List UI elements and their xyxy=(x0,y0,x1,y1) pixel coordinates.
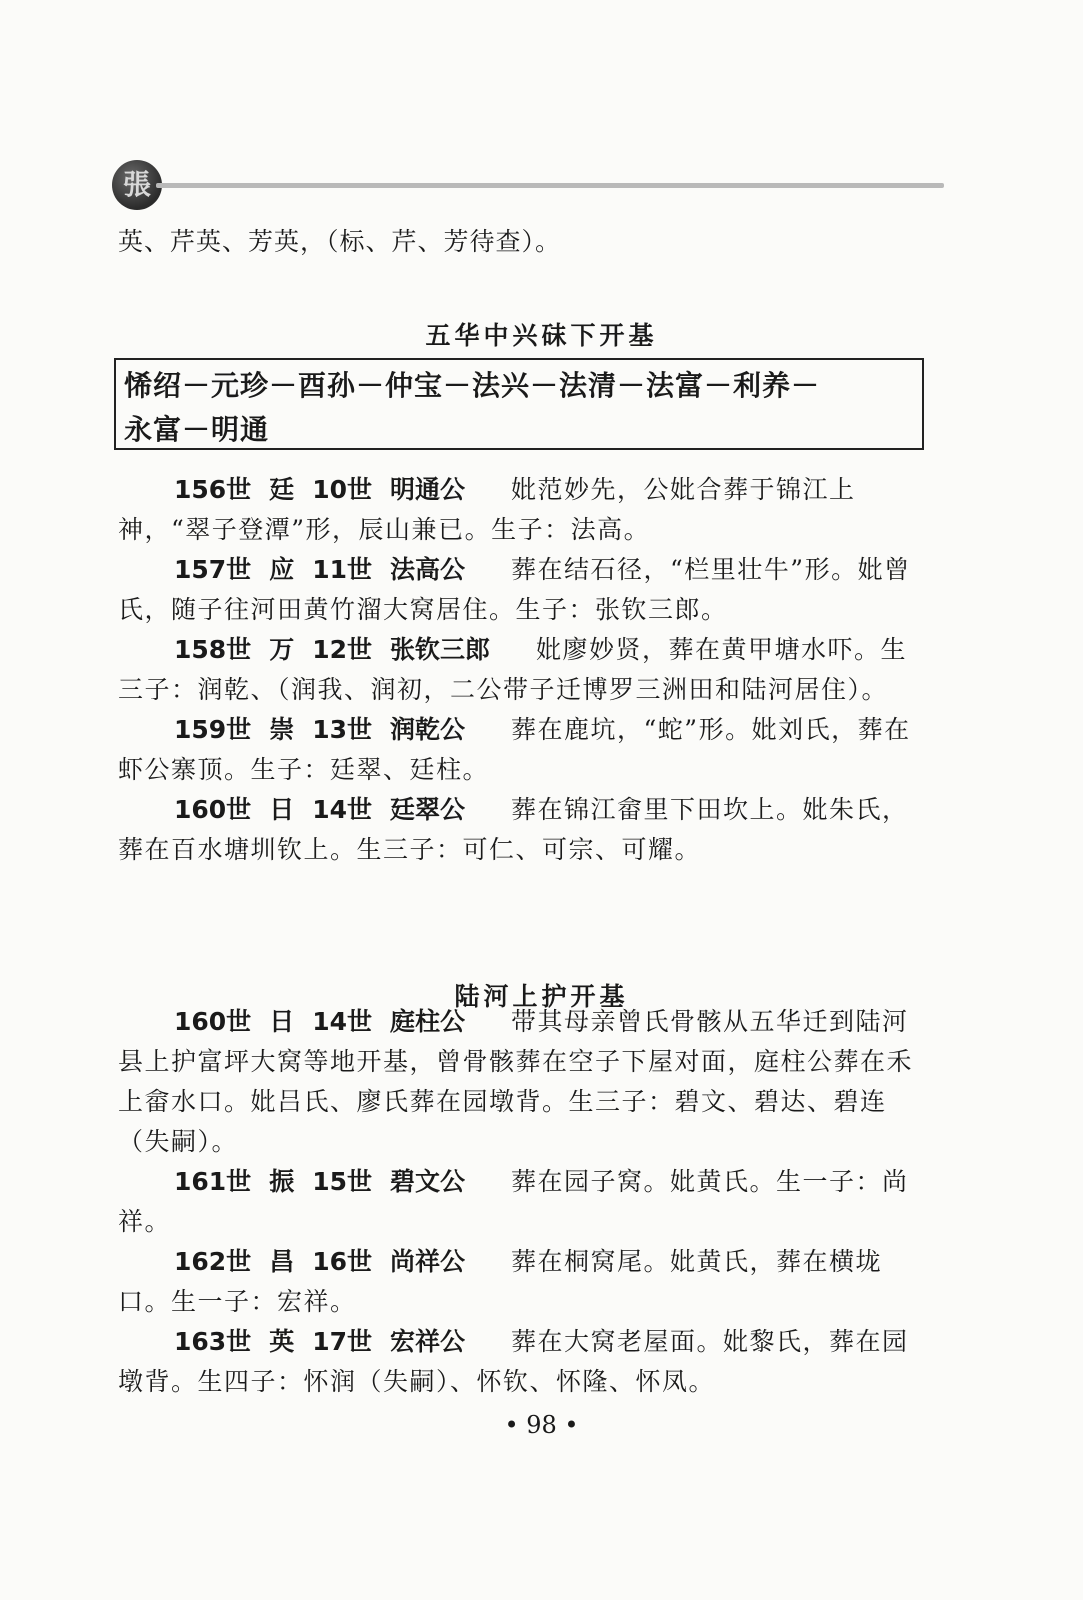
genealogy-entry xyxy=(118,1242,930,1322)
generation-number: 156世 xyxy=(174,475,252,504)
genealogy-entry xyxy=(118,470,930,550)
generation-char: 英 xyxy=(269,1327,295,1356)
generation-char: 崇 xyxy=(269,715,295,744)
generation-number: 162世 xyxy=(174,1247,252,1276)
entry-text: 妣廖妙贤，葬在黄甲塘水吓。生三子：润乾、（润我、润初，二公带子迁博罗三洲田和陆河居住）。 xyxy=(118,635,908,704)
generation-char: 日 xyxy=(269,795,295,824)
local-generation: 15世 xyxy=(312,1167,372,1196)
ancestor-name: 碧文公 xyxy=(390,1167,466,1196)
ancestor-name: 明通公 xyxy=(390,475,466,504)
ancestor-name: 宏祥公 xyxy=(390,1327,466,1356)
ancestor-name: 张钦三郎 xyxy=(390,635,491,664)
genealogy-entry xyxy=(118,630,930,710)
page-number: • 98 • xyxy=(504,1411,579,1439)
zhang-logo-icon: 張 xyxy=(112,160,162,210)
local-generation: 14世 xyxy=(312,795,372,824)
generation-number: 158世 xyxy=(174,635,252,664)
generation-char: 昌 xyxy=(269,1247,295,1276)
page-header xyxy=(112,160,944,210)
generation-char: 万 xyxy=(269,635,295,664)
ancestor-name: 法高公 xyxy=(390,555,466,584)
generation-char: 廷 xyxy=(269,475,295,504)
entry-text: 妣范妙先，公妣合葬于锦江上神，“翠子登潭”形，辰山兼已。生子：法高。 xyxy=(118,475,856,544)
generation-number: 163世 xyxy=(174,1327,252,1356)
entry-text: 葬在结石径，“栏里壮牛”形。妣曾氏，随子往河田黄竹溜大窝居住。生子：张钦三郎。 xyxy=(118,555,911,624)
entry-text: 葬在园子窝。妣黄氏。生一子：尚祥。 xyxy=(118,1167,909,1236)
entry-text: 葬在大窝老屋面。妣黎氏，葬在园墩背。生四子：怀润（失嗣）、怀钦、怀隆、怀凤。 xyxy=(118,1327,909,1396)
generation-char: 日 xyxy=(269,1007,295,1036)
genealogy-entry xyxy=(118,710,930,790)
section-2-entries xyxy=(118,1002,930,1402)
generation-char: 应 xyxy=(269,555,295,584)
continuation-text: 英、芹英、芳英，（标、芹、芳待查）。 xyxy=(118,227,562,256)
local-generation: 14世 xyxy=(312,1007,372,1036)
section-title-1: 五华中兴砞下开基 xyxy=(425,321,658,350)
local-generation: 16世 xyxy=(312,1247,372,1276)
ancestor-name: 廷翠公 xyxy=(390,795,466,824)
generation-number: 160世 xyxy=(174,795,252,824)
entry-text: 葬在鹿坑，“蛇”形。妣刘氏，葬在虾公寨顶。生子：廷翠、廷柱。 xyxy=(118,715,911,784)
local-generation: 12世 xyxy=(312,635,372,664)
genealogy-entry xyxy=(118,1162,930,1242)
ancestor-name: 润乾公 xyxy=(390,715,466,744)
generation-char: 振 xyxy=(269,1167,295,1196)
lineage-line-2: 永富－明通 xyxy=(124,413,270,446)
entry-text: 葬在桐窝尾。妣黄氏，葬在横垅口。生一子：宏祥。 xyxy=(118,1247,883,1316)
genealogy-entry xyxy=(118,790,930,870)
generation-number: 160世 xyxy=(174,1007,252,1036)
ancestor-name: 庭柱公 xyxy=(390,1007,466,1036)
entry-text: 带其母亲曾氏骨骸从五华迁到陆河县上护富坪大窝等地开基，曾骨骸葬在空子下屋对面，庭柱公葬在禾上畲水口。妣吕氏、廖氏葬在园墩背。生三子：碧文、碧达、碧连（失嗣）。 xyxy=(118,1007,914,1156)
local-generation: 17世 xyxy=(312,1327,372,1356)
generation-number: 159世 xyxy=(174,715,252,744)
local-generation: 11世 xyxy=(312,555,372,584)
genealogy-entry xyxy=(118,1322,930,1402)
ancestor-name: 尚祥公 xyxy=(390,1247,466,1276)
generation-number: 157世 xyxy=(174,555,252,584)
lineage-line-1: 悕绍－元珍－酉孙－仲宝－法兴－法清－法富－利养－ xyxy=(124,369,821,402)
genealogy-entry xyxy=(118,550,930,630)
entry-text: 葬在锦江畲里下田坎上。妣朱氏，葬在百水塘圳钦上。生三子：可仁、可宗、可耀。 xyxy=(118,795,909,864)
section-1-entries xyxy=(118,470,930,870)
genealogy-entry xyxy=(118,1002,930,1162)
generation-number: 161世 xyxy=(174,1167,252,1196)
header-rule xyxy=(156,183,944,188)
local-generation: 13世 xyxy=(312,715,372,744)
section-title-2: 陆河上护开基 xyxy=(454,982,629,1011)
lineage-box xyxy=(114,358,924,450)
local-generation: 10世 xyxy=(312,475,372,504)
